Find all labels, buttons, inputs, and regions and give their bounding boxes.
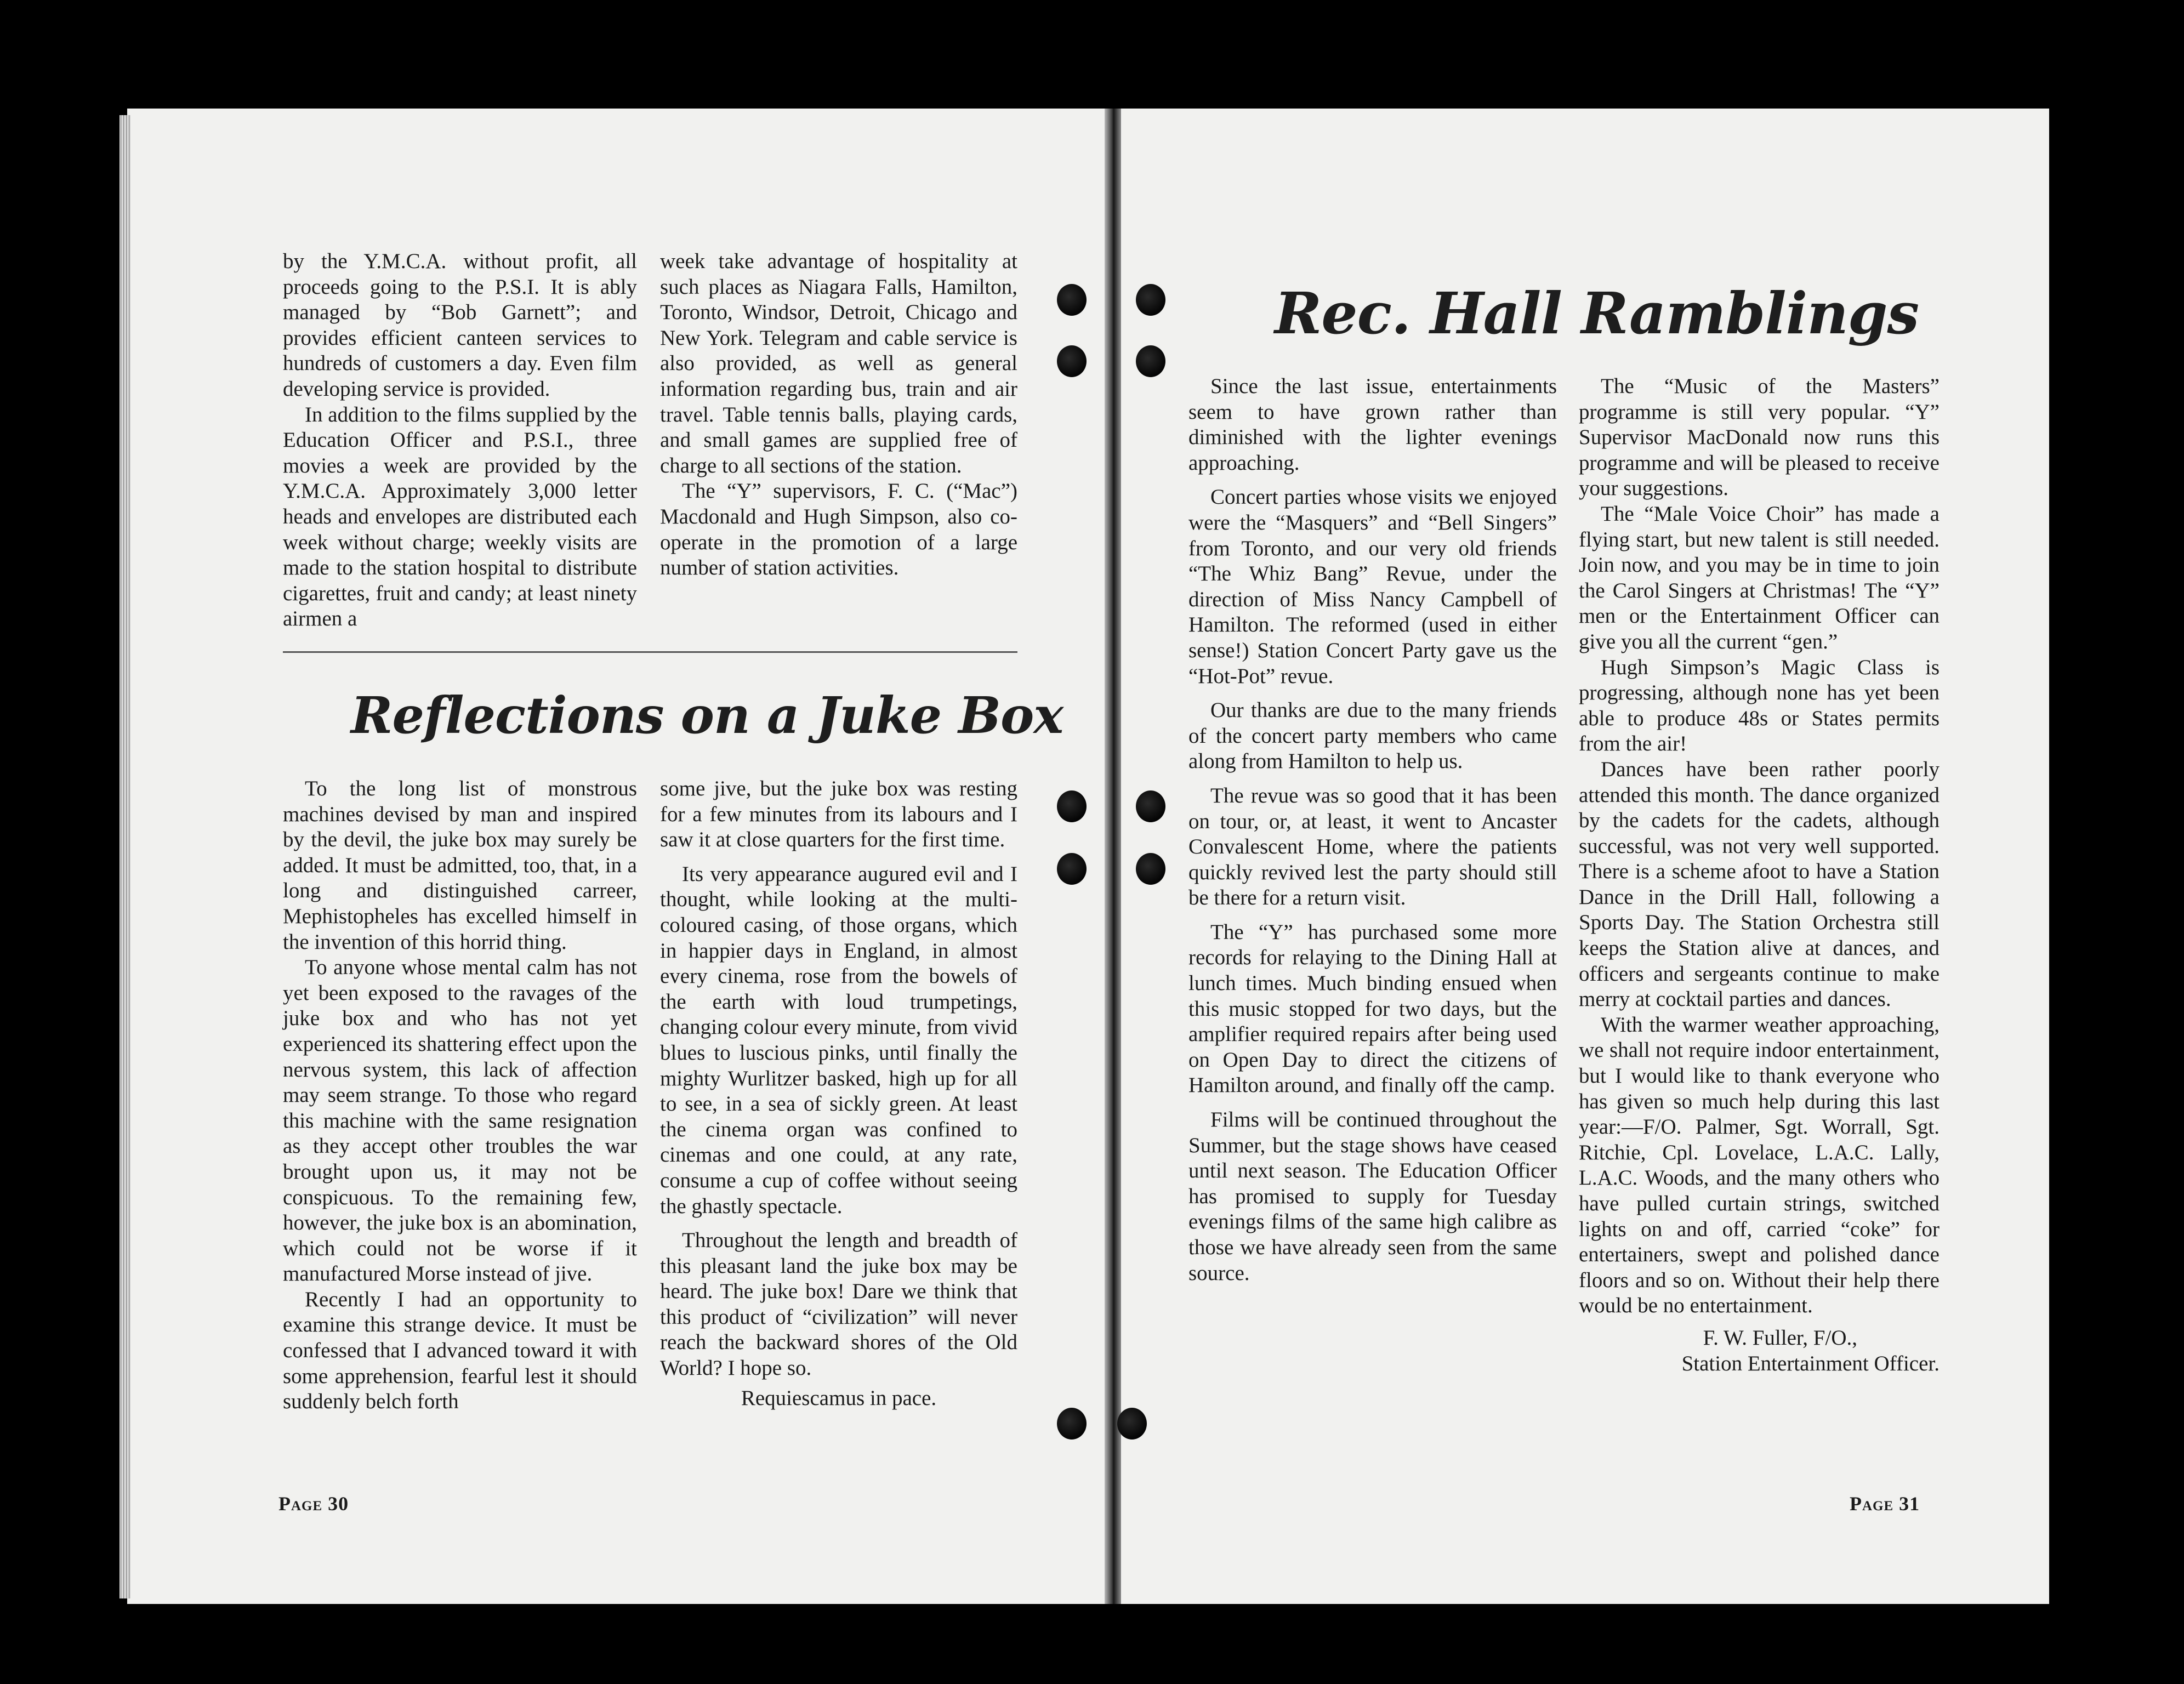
binder-hole <box>1057 284 1087 316</box>
paragraph: Its very appearance augured evil and I thought, while looking at the multi-coloured casing, of those organs, which in happier days in England, in almost every cinema, rose from the bowels of the earth with loud trumpetings, changing colour every minute, from vivid blues to luscious pinks, until finally the mighty Wurlitzer basked, high up for all to see, in a sea of sickly green. At least the cinema organ was confined to cinemas and one could, at any rate, consume a cup of coffee without seeing the ghastly spectacle. <box>660 862 1017 1218</box>
paragraph: The “Y” has purchased some more records for relaying to the Dining Hall at lunch times. Much binding ensued when this music stopped for two days, but the amplifier required repairs after being used on Open Day to direct the citizens of Hamilton around, and finally off the camp. <box>1188 920 1557 1097</box>
paragraph: With the warmer weather approaching, we shall not require indoor entertainment, but I would like to thank everyone who has given so much help during this last year:—F/O. Palmer, Sgt. Worrall, Sgt. Ritchie, Cpl. Lovelace, L.A.C. Lally, L.A.C. Woods, and the many others who have pulled curtain strings, switched lights on and off, carried “coke” for entertainers, swept and polished dance floors and so on. Without their help there would be no entertainment. <box>1579 1012 1940 1318</box>
paragraph: Recently I had an opportunity to examine this strange device. It must be confessed that I advanced toward it with some apprehension, fearful lest it should suddenly belch forth <box>283 1287 637 1414</box>
binder-hole <box>1136 284 1165 316</box>
article-title-rec-hall: Rec. Hall Ramblings <box>1275 280 1919 347</box>
left-top-column-2 <box>660 249 1017 581</box>
paragraph: Hugh Simpson’s Magic Class is progressing, although none has yet been able to produce 48s or States permits from the air! <box>1579 655 1940 756</box>
page-number-left: Page 30 <box>278 1493 349 1515</box>
paragraph: Films will be continued throughout the Summer, but the stage shows have ceased until next season. The Education Officer has promised to supply for Tuesday evenings films of the same high calibre as those we have already seen from the same source. <box>1188 1108 1557 1285</box>
paragraph: The “Y” supervisors, F. C. (“Mac”) Macdonald and Hugh Simpson, also co-operate in the promotion of a large number of station activities. <box>660 479 1017 580</box>
closing-line: Requiescamus in pace. <box>741 1386 937 1410</box>
binding-gutter <box>1105 109 1121 1604</box>
paragraph: The “Male Voice Choir” has made a flying start, but new talent is still needed. Join now, and you may be in time to join the Carol Singers at Christmas! The “Y” men or the Entertainment Officer can give you all the current “gen.” <box>1579 502 1940 653</box>
paragraph: week take advantage of hospitality at such places as Niagara Falls, Hamilton, Toronto, Windsor, Detroit, Chicago and New York. Telegram and cable service is also provided, as well as general information regarding bus, train and air travel. Table tennis balls, playing cards, and small games are supplied free of charge to all sections of the station. <box>660 249 1017 477</box>
rec-hall-column-2 <box>1579 374 1940 1376</box>
binder-hole <box>1136 853 1165 885</box>
binder-hole <box>1057 853 1087 885</box>
paragraph: To the long list of monstrous machines devised by man and inspired by the devil, the juke box may surely be added. It must be admitted, too, that, in a long and distinguished carreer, Mephistopheles has excelled himself in the invention of this horrid thing. <box>283 777 637 954</box>
binder-hole <box>1057 345 1087 377</box>
paragraph: The revue was so good that it has been on tour, or, at least, it went to Ancaster Convalescent Home, where the patients quickly revived lest the party should still be there for a return visit. <box>1188 783 1557 910</box>
left-top-column-1 <box>283 249 637 632</box>
page-stack-edge <box>120 115 130 1598</box>
paragraph: In addition to the films supplied by the Education Officer and P.S.I., three movies a week are provided by the Y.M.C.A. Approximately 3,000 letter heads and envelopes are distributed each week without charge; weekly visits are made to the station hospital to distribute cigarettes, fruit and candy; at least ninety airmen a <box>283 402 637 631</box>
paragraph: Concert parties whose visits we enjoyed were the “Masquers” and “Bell Singers” from Toronto, and our very old friends “The Whiz Bang” Revue, under the direction of Miss Nancy Campbell of Hamilton. The reformed (used in either sense!) Station Concert Party gave us the “Hot-Pot” revue. <box>1188 485 1557 688</box>
page-number-right: Page 31 <box>1850 1493 1920 1515</box>
paragraph: Our thanks are due to the many friends of the concert party members who came along from Hamilton to help us. <box>1188 698 1557 773</box>
paragraph: Dances have been rather poorly attended this month. The dance organized by the cadets for the cadets, although successful, was not very well supported. There is a scheme afoot to have a Station Dance in the Drill Hall, following a Sports Day. The Station Orchestra still keeps the Station alive at dances, and officers and sergeants continue to make merry at cocktail parties and dances. <box>1579 757 1940 1011</box>
juke-box-column-2 <box>660 776 1017 1411</box>
section-divider <box>283 651 1017 653</box>
article-title-juke-box: Reflections on a Juke Box <box>351 686 1063 745</box>
paragraph: Since the last issue, entertainments seem to have grown rather than diminished with the lighter evenings approaching. <box>1188 374 1557 475</box>
rec-hall-column-1 <box>1188 374 1557 1286</box>
paragraph: some jive, but the juke box was resting for a few minutes from its labours and I saw it at close quarters for the first time. <box>660 777 1017 852</box>
binder-hole <box>1057 1408 1087 1440</box>
binder-hole <box>1136 790 1165 822</box>
binder-hole <box>1057 790 1087 822</box>
signature-name: F. W. Fuller, F/O., <box>1703 1325 1857 1350</box>
paragraph: The “Music of the Masters” programme is still very popular. “Y” Supervisor MacDonald now runs this programme and will be pleased to receive your suggestions. <box>1579 374 1940 500</box>
paragraph: by the Y.M.C.A. without profit, all proceeds going to the P.S.I. It is ably managed by “Bob Garnett”; and provides efficient canteen services to hundreds of customers a day. Even film developing service is provided. <box>283 249 637 401</box>
signature-title: Station Entertainment Officer. <box>1681 1351 1940 1375</box>
binder-hole <box>1136 345 1165 377</box>
paragraph: Throughout the length and breadth of this pleasant land the juke box may be heard. The juke box! Dare we think that this product of “civilization” will never reach the backward shores of the Old World? I hope so. <box>660 1228 1017 1380</box>
juke-box-column-1 <box>283 776 637 1415</box>
paragraph: To anyone whose mental calm has not yet been exposed to the ravages of the juke box and who has not yet experienced its shattering effect upon the nervous system, this lack of affection may seem strange. To those who regard this machine with the same resignation as they accept other troubles the war brought upon us, it may not be conspicuous. To the remaining few, however, the juke box is an abomination, which could not be worse if it manufactured Morse instead of jive. <box>283 955 637 1286</box>
binder-hole <box>1117 1408 1147 1440</box>
